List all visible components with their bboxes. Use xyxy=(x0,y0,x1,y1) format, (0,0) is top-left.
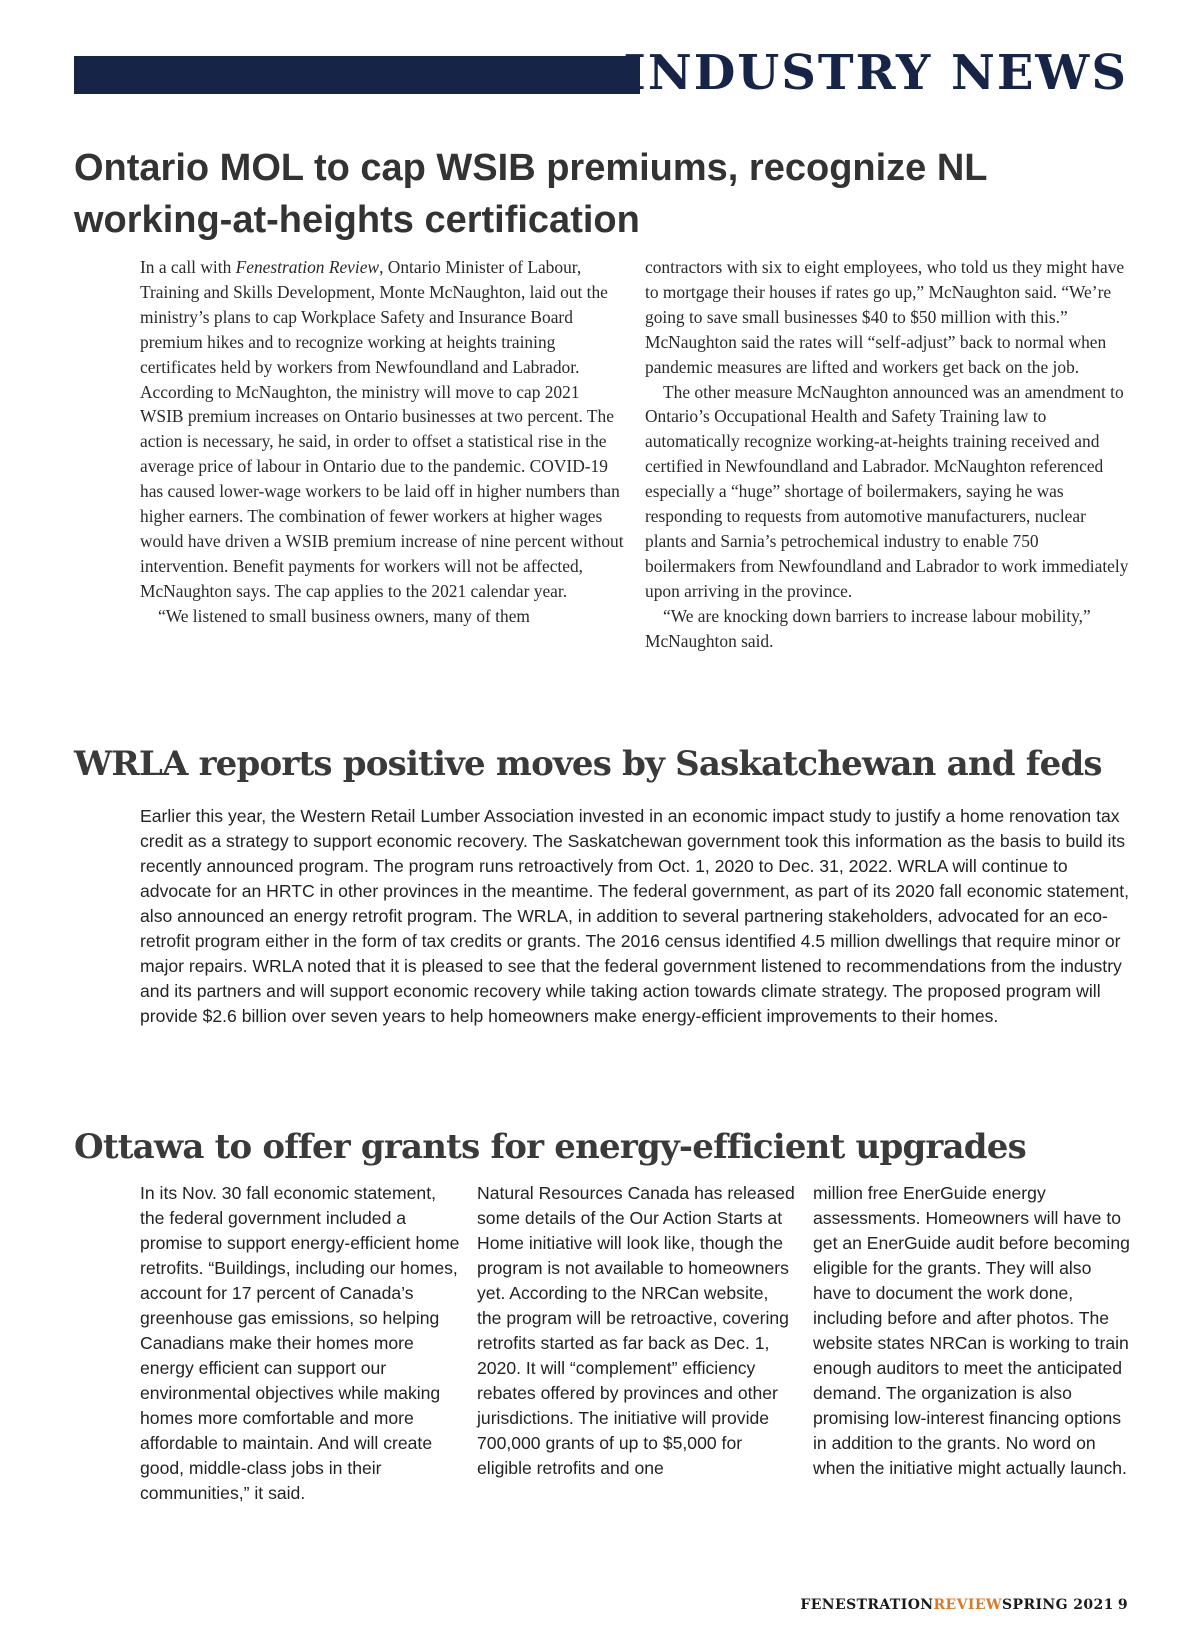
article-1-column-2 xyxy=(645,255,1130,654)
article-3-column-3: million free EnerGuide energy assessments. Homeowners will have to get an EnerGuide audit before becoming eligible for the grants. They will also have to document the work done, including before and after photos. The website states NRCan is working to train enough auditors to meet the anticipated demand. The organization is also promising low-interest financing options in addition to the grants. No word on when the initiative might actually launch. xyxy=(813,1183,1130,1478)
article-1-paragraph: contractors with six to eight employees, who told us they might have to mortgage their houses if rates go up,” McNaughton said. “We’re going to save small businesses $40 to $50 million with this.” McNaughton said the rates will “self-adjust” back to normal when pandemic measures are lifted and workers get back on the job. xyxy=(645,257,1125,377)
page-footer xyxy=(800,1597,1128,1613)
magazine-name-part-2: REVIEW xyxy=(933,1597,1003,1613)
page-number: 9 xyxy=(1117,1597,1128,1613)
article-2-headline: WRLA reports positive moves by Saskatchewan and feds xyxy=(74,744,1102,784)
section-header-bar xyxy=(74,56,640,94)
article-1-column-1 xyxy=(140,255,625,629)
paragraph-lead-text: In a call with xyxy=(140,257,236,277)
paragraph-text: , Ontario Minister of Labour, Training and Skills Development, Monte McNaughton, laid out the ministry’s plans to cap Workplace Safety and Insurance Board premium hikes and to recognize working at heights training certificates held by workers from Newfoundland and Labrador. According to McNaughton, the ministry will move to cap 2021 WSIB premium increases on Ontario businesses at two percent. The action is necessary, he said, in order to offset a statistical rise in the average price of labour in Ontario due to the pandemic. COVID-19 has caused lower-wage workers to be laid off in higher numbers than higher earners. The combination of fewer workers at higher wages would have driven a WSIB premium increase of nine percent without intervention. Benefit payments for workers will not be affected, McNaughton says. The cap applies to the 2021 calendar year. xyxy=(140,257,624,601)
article-1-paragraph: “We listened to small business owners, many of them xyxy=(158,605,530,626)
section-header xyxy=(74,45,1128,101)
article-1-paragraph: The other measure McNaughton announced was an amendment to Ontario’s Occupational Health and Safety Training law to automatically recognize working-at-heights training received and certified in Newfoundland and Labrador. McNaughton referenced especially a “huge” shortage of boilermakers, saying he was responding to requests from automotive manufacturers, nuclear plants and Sarnia’s petrochemical industry to enable 750 boilermakers from Newfoundland and Labrador to work immediately upon arriving in the province. xyxy=(645,381,1129,601)
article-1-paragraph: “We are knocking down barriers to increase labour mobility,” McNaughton said. xyxy=(645,605,1091,651)
publication-name: Fenestration Review xyxy=(235,257,380,277)
article-3-headline: Ottawa to offer grants for energy-efficient upgrades xyxy=(74,1127,1026,1167)
issue-label: SPRING 2021 xyxy=(1002,1597,1114,1613)
article-3-column-2: Natural Resources Canada has released some details of the Our Action Starts at Home initiative will look like, though the program is not available to homeowners yet. According to the NRCan website, the program will be retroactive, covering retrofits started as far back as Dec. 1, 2020. It will “complement” efficiency rebates offered by provinces and other jurisdictions. The initiative will provide 700,000 grants of up to $5,000 for eligible retrofits and one xyxy=(477,1183,795,1478)
article-3-column-1: In its Nov. 30 fall economic statement, the federal government included a promise to support energy-efficient home retrofits. “Buildings, including our homes, account for 17 percent of Canada’s greenhouse gas emissions, so helping Canadians make their homes more energy efficient can support our environmental objectives while making homes more comfortable and more affordable to maintain. And will create good, middle-class jobs in their communities,” it said. xyxy=(140,1183,460,1503)
article-1-headline: Ontario MOL to cap WSIB premiums, recognize NL working-at-heights certification xyxy=(74,147,987,241)
article-2-body: Earlier this year, the Western Retail Lumber Association invested in an economic impact study to justify a home renovation tax credit as a strategy to support economic recovery. The Saskatchewan government took this information as the basis to build its recently announced program. The program runs retroactively from Oct. 1, 2020 to Dec. 31, 2022. WRLA will continue to advocate for an HRTC in other provinces in the meantime. The federal government, as part of its 2020 fall economic statement, also announced an energy retrofit program. The WRLA, in addition to several partnering stakeholders, advocated for an eco-retrofit program either in the form of tax credits or grants. The 2016 census identified 4.5 million dwellings that require minor or major repairs. WRLA noted that it is pleased to see that the federal government listened to recommendations from the industry and its partners and will support economic recovery while taking action towards climate strategy. The proposed program will provide $2.6 billion over seven years to help homeowners make energy-efficient improvements to their homes. xyxy=(140,806,1130,1026)
article-1-paragraph xyxy=(140,255,625,604)
section-title: INDUSTRY NEWS xyxy=(623,45,1128,101)
magazine-name-part-1: FENESTRATION xyxy=(800,1597,934,1613)
